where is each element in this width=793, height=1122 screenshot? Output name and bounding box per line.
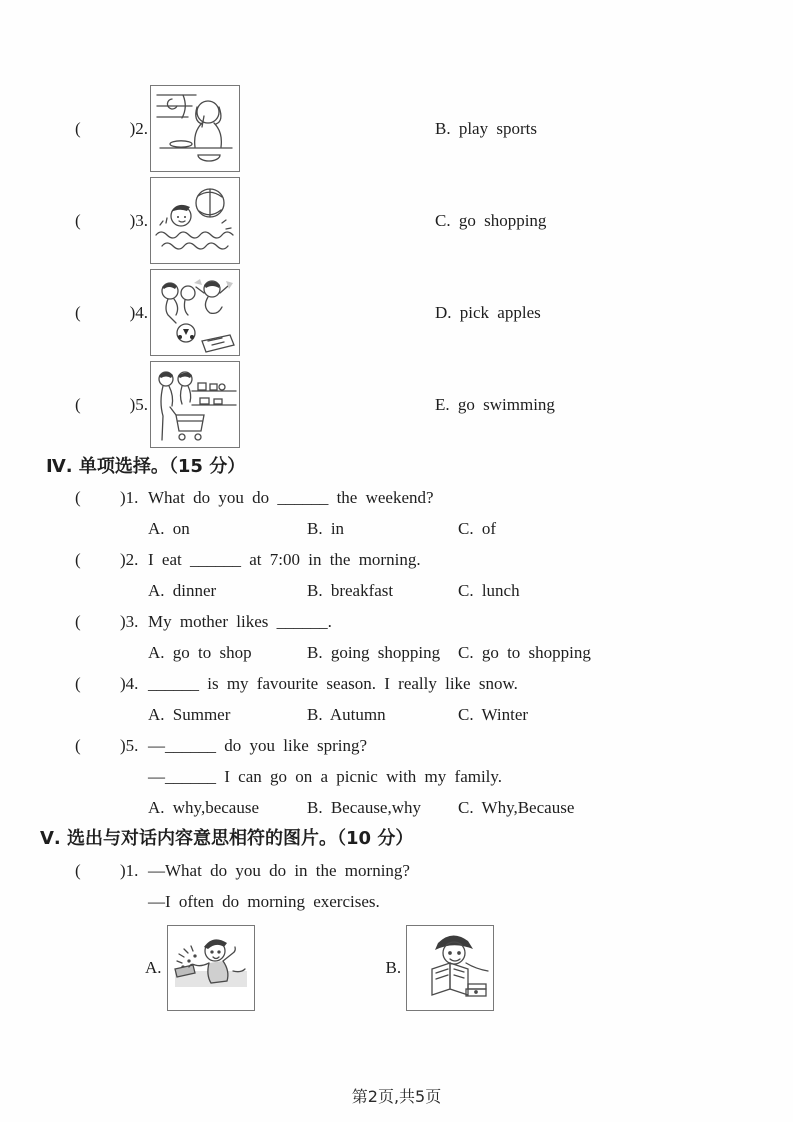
bracket-open: ( — [75, 118, 81, 138]
dialogue-question-1 — [0, 855, 793, 917]
question-number: )1. — [120, 861, 139, 880]
question-text: —______ do you like spring? — [148, 736, 368, 755]
match-item-5 — [0, 360, 793, 449]
option-c: C. lunch — [458, 581, 520, 600]
bracket-open: ( — [75, 550, 81, 569]
question-number: )4. — [120, 674, 139, 693]
section-v-heading: Ⅴ. 选出与对话内容意思相符的图片。（10 分） — [40, 828, 414, 849]
option-b: B. in — [307, 519, 345, 538]
item-number: )3. — [129, 210, 148, 230]
section-iv — [0, 452, 793, 823]
bracket-open: ( — [75, 736, 81, 755]
girl-eating-breakfast-illustration — [150, 85, 240, 172]
match-option-e: E. go swimming — [435, 394, 555, 414]
option-a: A. on — [148, 519, 190, 538]
option-c: C. go to shopping — [458, 643, 591, 662]
answer-bracket-4 — [75, 303, 148, 323]
picture-choice-a — [145, 925, 255, 1011]
bracket-open: ( — [75, 302, 81, 322]
question-text: My mother likes ______. — [148, 612, 332, 631]
dialogue-line-1: —What do you do in the morning? — [148, 861, 410, 880]
match-option-d: D. pick apples — [435, 302, 541, 322]
option-b: B. going shopping — [307, 643, 441, 662]
question-text: I eat ______ at 7:00 in the morning. — [148, 550, 421, 569]
bracket-open: ( — [75, 394, 81, 414]
section-iv-heading: Ⅳ. 单项选择。（15 分） — [46, 456, 246, 477]
item-number: )4. — [129, 302, 148, 322]
option-b: B. breakfast — [307, 581, 394, 600]
picture-choices — [145, 925, 793, 1011]
option-a: A. go to shop — [148, 643, 252, 662]
answer-bracket-5 — [75, 395, 148, 415]
question-number: )5. — [120, 736, 139, 755]
option-a: A. why,because — [148, 798, 259, 817]
match-item-3 — [0, 176, 793, 265]
item-number: )5. — [129, 394, 148, 414]
boy-reading-a-book-illustration — [406, 925, 494, 1011]
bracket-open: ( — [75, 861, 81, 880]
option-c: C. Winter — [458, 705, 529, 724]
mc-question-4 — [0, 668, 793, 730]
bracket-open: ( — [75, 674, 81, 693]
match-option-b: B. play sports — [435, 118, 537, 138]
children-playing-football-illustration — [150, 269, 240, 356]
boy-doing-morning-exercises-illustration — [167, 925, 255, 1011]
option-c: C. of — [458, 519, 496, 538]
choice-label-a: A. — [145, 958, 162, 977]
section-v — [0, 823, 793, 1011]
mc-question-3 — [0, 606, 793, 668]
option-c: C. Why,Because — [458, 798, 575, 817]
option-a: A. dinner — [148, 581, 217, 600]
bracket-open: ( — [75, 488, 81, 507]
women-shopping-illustration — [150, 361, 240, 448]
question-text-line-2: —______ I can go on a picnic with my family. — [148, 767, 503, 786]
match-option-c: C. go shopping — [435, 210, 547, 230]
bracket-open: ( — [75, 612, 81, 631]
question-text: ______ is my favourite season. I really like snow. — [148, 674, 518, 693]
option-a: A. Summer — [148, 705, 231, 724]
match-item-2 — [0, 84, 793, 173]
question-number: )2. — [120, 550, 139, 569]
mc-question-1 — [0, 482, 793, 544]
answer-bracket-2 — [75, 119, 148, 139]
item-number: )2. — [129, 118, 148, 138]
question-number: )1. — [120, 488, 139, 507]
option-b: B. Autumn — [307, 705, 386, 724]
question-number: )3. — [120, 612, 139, 631]
bracket-open: ( — [75, 210, 81, 230]
mc-question-5 — [0, 730, 793, 823]
mc-question-2 — [0, 544, 793, 606]
boy-swimming-illustration — [150, 177, 240, 264]
dialogue-line-2: —I often do morning exercises. — [148, 892, 380, 911]
choice-label-b: B. — [385, 958, 402, 977]
page-footer: 第2页,共5页 — [351, 1087, 442, 1106]
match-item-4 — [0, 268, 793, 357]
picture-choice-b — [386, 925, 495, 1011]
option-b: B. Because,why — [307, 798, 422, 817]
picture-matching-section — [0, 0, 793, 449]
answer-bracket-3 — [75, 211, 148, 231]
question-text: What do you do ______ the weekend? — [148, 488, 434, 507]
